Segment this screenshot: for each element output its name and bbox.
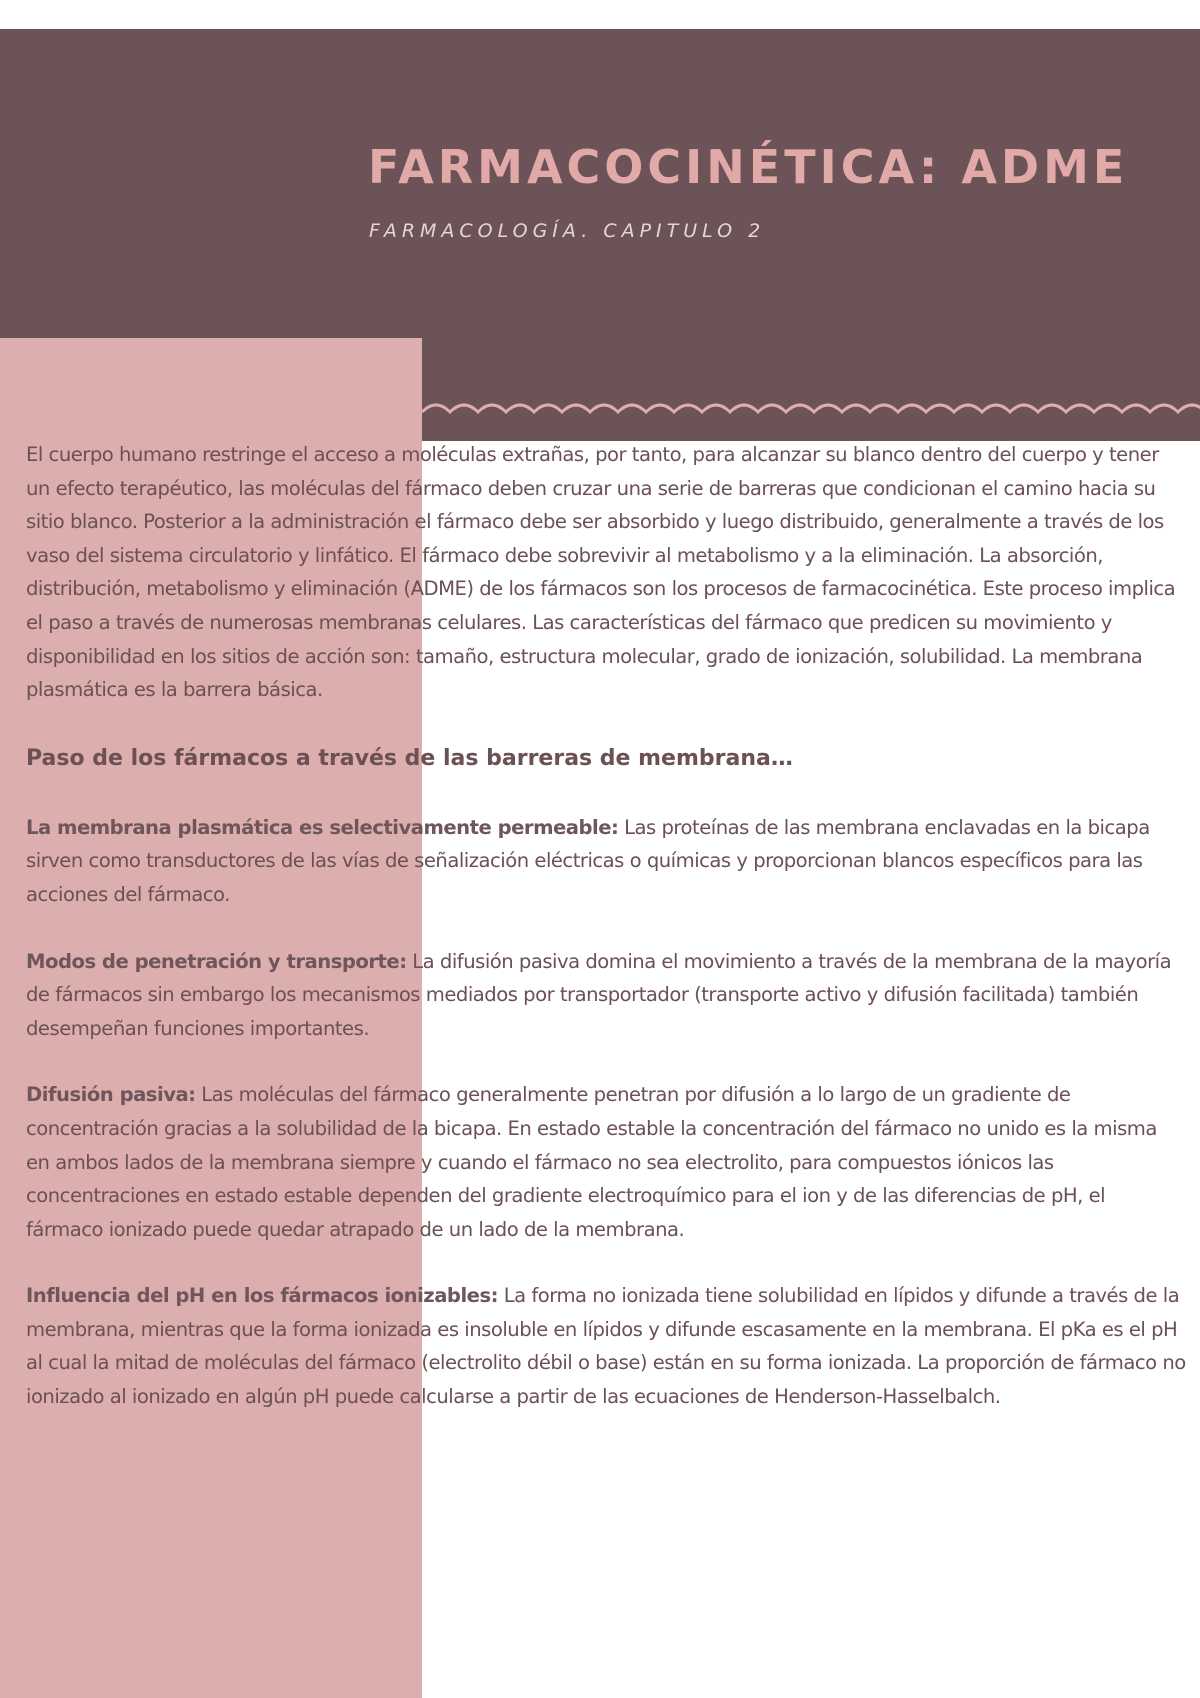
paragraph-membrane — [26, 811, 1186, 912]
paragraph-term: Difusión pasiva: — [26, 1083, 196, 1107]
paragraph-ph-influence — [26, 1279, 1186, 1413]
section-heading: Paso de los fármacos a través de las barreras de membrana… — [26, 745, 793, 771]
paragraph-text: La forma no ionizada tiene solubilidad en lípidos y difunde a través de la membrana, mientras que la forma ionizada es insoluble en lípidos y difunde escasamente en la membrana. El pKa es el pH al cual la mitad de moléculas del fármaco (electrolito débil o base) están en su forma ionizada. La proporción de fármaco no ionizado al ionizado en algún pH puede calcularse a partir de las ecuaciones de Henderson-Hasselbalch. — [26, 1284, 1186, 1409]
paragraph-passive-diffusion — [26, 1078, 1186, 1246]
paragraph-term: Modos de penetración y transporte: — [26, 949, 407, 973]
wave-divider — [422, 388, 1200, 418]
paragraph-transport-modes — [26, 945, 1186, 1046]
paragraph-text: Las proteínas de las membrana enclavadas en la bicapa sirven como transductores de las vías de señalización eléctricas o químicas y proporcionan blancos específicos para las acciones del fármaco. — [26, 815, 1150, 906]
page-title: FARMACOCINÉTICA: ADME — [368, 140, 1129, 194]
paragraph-text: La difusión pasiva domina el movimiento a través de la membrana de la mayoría de fármacos sin embargo los mecanismos mediados por transportador (transporte activo y difusión facilitada) también desempeñan funciones importantes. — [26, 949, 1172, 1040]
document-body — [26, 438, 1186, 1414]
intro-paragraph: El cuerpo humano restringe el acceso a moléculas extrañas, por tanto, para alcanzar su blanco dentro del cuerpo y tener un efecto terapéutico, las moléculas del fármaco deben cruzar una serie de barreras que condicionan el camino hacia su sitio blanco. Posterior a la administración el fármaco debe ser absorbido y luego distribuido, generalmente a través de los vaso del sistema circulatorio y linfático. El fármaco debe sobrevivir al metabolismo y a la eliminación. La absorción, distribución, metabolismo y eliminación (ADME) de los fármacos son los procesos de farmacocinética. Este proceso implica el paso a través de numerosas membranas celulares. Las características del fármaco que predicen su movimiento y disponibilidad en los sitios de acción son: tamaño, estructura molecular, grado de ionización, solubilidad. La membrana plasmática es la barrera básica. — [26, 443, 1176, 702]
paragraph-text: Las moléculas del fármaco generalmente penetran por difusión a lo largo de un gradiente de concentración gracias a la solubilidad de la bicapa. En estado estable la concentración del fármaco no unido es la misma en ambos lados de la membrana siempre y cuando el fármaco no sea electrolito, para compuestos iónicos las concentraciones en estado estable dependen del gradiente electroquímico para el ion y de las diferencias de pH, el fármaco ionizado puede quedar atrapado de un lado de la membrana. — [26, 1083, 1157, 1241]
page-subtitle: FARMACOLOGÍA. CAPITULO 2 — [369, 220, 766, 242]
paragraph-term: Influencia del pH en los fármacos ionizables: — [26, 1284, 498, 1308]
paragraph-term: La membrana plasmática es selectivamente permeable: — [26, 815, 619, 839]
